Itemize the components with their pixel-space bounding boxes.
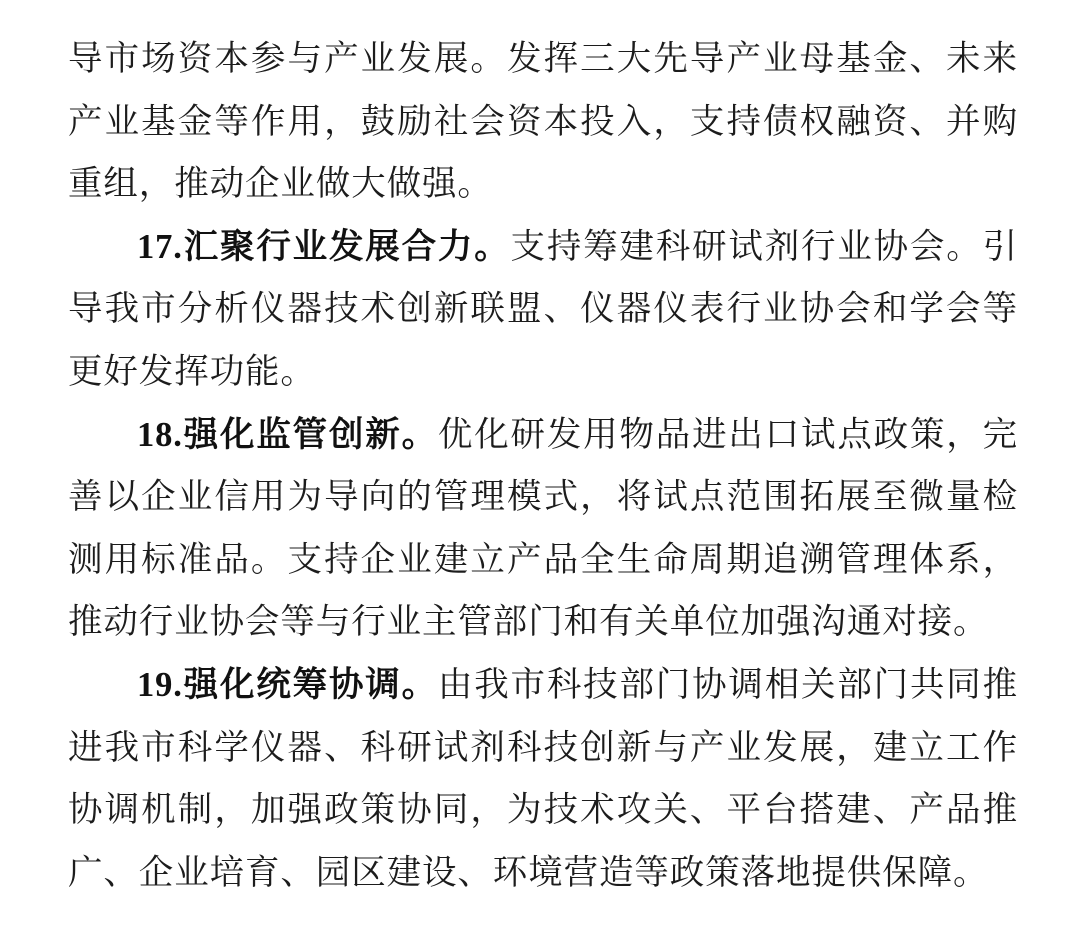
document-page [68, 28, 1018, 904]
paragraph-body: 支持筹建科研试剂行业协会。引导我市分析仪器技术创新联盟、仪器仪表行业协会和学会等更好发挥功能。 [68, 226, 1018, 392]
paragraph-item-17 [68, 216, 1018, 404]
item-number: 18. [137, 415, 183, 454]
item-heading: 强化监管创新。 [182, 414, 438, 455]
item-number: 17. [137, 227, 183, 266]
paragraph-continuation [68, 28, 1018, 216]
item-heading: 强化统筹协调。 [182, 664, 438, 705]
paragraph-body: 优化研发用物品进出口试点政策，完善以企业信用为导向的管理模式，将试点范围拓展至微量检测用标准品。支持企业建立产品全生命周期追溯管理体系，推动行业协会等与行业主管部门和有关单位加强沟通对接。 [68, 414, 1018, 643]
paragraph-item-18 [68, 404, 1018, 654]
item-heading: 汇聚行业发展合力。 [182, 226, 511, 267]
paragraph-body: 导市场资本参与产业发展。发挥三大先导产业母基金、未来产业基金等作用，鼓励社会资本投入，支持债权融资、并购重组，推动企业做大做强。 [68, 39, 1018, 205]
item-number: 19. [137, 665, 183, 704]
paragraph-body: 由我市科技部门协调相关部门共同推进我市科学仪器、科研试剂科技创新与产业发展，建立工作协调机制，加强政策协同，为技术攻关、平台搭建、产品推广、企业培育、园区建设、环境营造等政策落地提供保障。 [68, 664, 1018, 893]
paragraph-item-19 [68, 654, 1018, 904]
